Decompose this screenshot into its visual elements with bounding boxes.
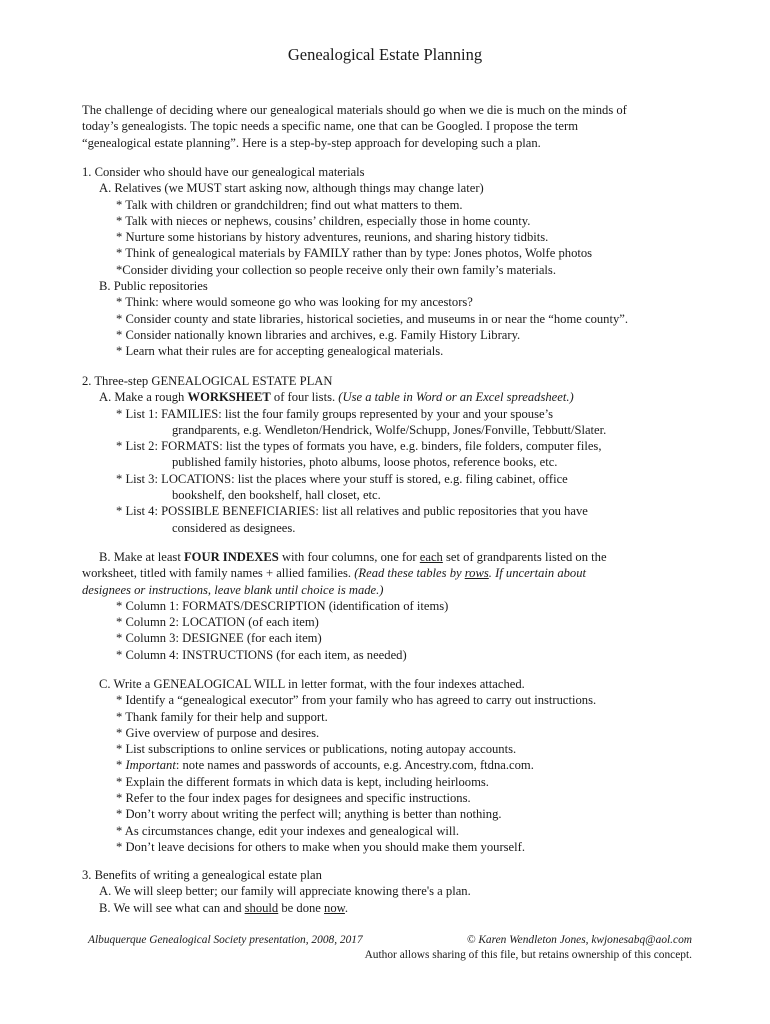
- text-span: set of grandparents listed on the: [442, 550, 607, 564]
- text-span: B. Make at least: [99, 550, 184, 564]
- paragraph-line: [82, 565, 702, 581]
- list-item-continuation: published family histories, photo albums, loose photos, reference books, etc.: [172, 455, 558, 470]
- list-item-continuation: bookshelf, den bookshelf, hall closet, etc.: [172, 488, 381, 503]
- italic-underlined-text: rows: [464, 566, 489, 581]
- list-item-continuation: considered as designees.: [172, 520, 296, 535]
- list-item: [82, 900, 702, 916]
- italic-note: . If uncertain about: [488, 566, 587, 581]
- bold-text: WORKSHEET: [187, 390, 271, 405]
- text-span: worksheet, titled with family names + allied families.: [82, 566, 355, 581]
- list-item: * List 2: FORMATS: list the types of formats you have, e.g. binders, file folders, computer files,: [116, 439, 602, 454]
- list-item: * Think: where would someone go who was looking for my ancestors?: [116, 295, 473, 310]
- italic-note: designees or instructions, leave blank until choice is made.): [82, 582, 384, 597]
- list-item: * Column 2: LOCATION (of each item): [116, 615, 319, 630]
- section-heading: 3. Benefits of writing a genealogical estate plan: [82, 868, 322, 882]
- list-item: * Think of genealogical materials by FAMILY rather than by type: Jones photos, Wolfe photos: [116, 246, 593, 261]
- italic-note: Important: [125, 758, 176, 773]
- list-item: A. We will sleep better; our family will appreciate knowing there's a plan.: [99, 884, 471, 899]
- list-item: [82, 757, 702, 773]
- list-item: * Give overview of purpose and desires.: [116, 725, 320, 740]
- text-span: .: [344, 900, 349, 915]
- subsection-heading: [82, 549, 702, 565]
- list-item: * Consider county and state libraries, historical societies, and museums in or near the “home county”.: [116, 311, 629, 326]
- section-heading: 2. Three-step GENEALOGICAL ESTATE PLAN: [82, 374, 333, 388]
- list-item: * Column 3: DESIGNEE (for each item): [116, 631, 322, 646]
- list-item: * Talk with children or grandchildren; find out what matters to them.: [116, 197, 463, 212]
- list-item: * Nurture some historians by history adventures, reunions, and sharing history tidbits.: [116, 230, 549, 245]
- underlined-text: should: [244, 900, 279, 915]
- list-item: * Explain the different formats in which data is kept, including heirlooms.: [116, 774, 489, 789]
- list-item: * Thank family for their help and support.: [116, 709, 328, 724]
- text-span: *: [116, 758, 126, 773]
- text-span: B. We will see what can and: [99, 900, 245, 915]
- intro-line: The challenge of deciding where our genealogical materials should go when we die is much on the minds of: [82, 103, 627, 117]
- section-2b: [82, 549, 702, 663]
- section-2: [82, 373, 702, 536]
- text-span: : note names and passwords of accounts, e.g. Ancestry.com, ftdna.com.: [175, 758, 534, 773]
- section-heading: 1. Consider who should have our genealogical materials: [82, 165, 365, 179]
- footer-notice: Author allows sharing of this file, but retains ownership of this concept.: [364, 949, 692, 961]
- list-item: * Learn what their rules are for accepting genealogical materials.: [116, 344, 444, 359]
- section-2c: [82, 676, 702, 855]
- italic-note: (Use a table in Word or an Excel spreadsheet.): [338, 390, 574, 405]
- list-item: * List 4: POSSIBLE BENEFICIARIES: list all relatives and public repositories that you have: [116, 504, 588, 519]
- list-item: * As circumstances change, edit your indexes and genealogical will.: [116, 823, 460, 838]
- footer-copyright: © Karen Wendleton Jones, kwjonesabq@aol.com: [466, 934, 692, 946]
- page-title: Genealogical Estate Planning: [287, 45, 483, 64]
- underlined-text: now: [324, 900, 345, 915]
- text-span: A. Make a rough: [99, 390, 188, 405]
- footer-row: [88, 933, 692, 948]
- intro-line: “genealogical estate planning”. Here is a step-by-step approach for developing such a plan.: [82, 135, 541, 150]
- text-span: be done: [278, 900, 325, 915]
- list-item: * Talk with nieces or nephews, cousins’ children, especially those in home county.: [116, 213, 531, 228]
- list-item: * Consider nationally known libraries and archives, e.g. Family History Library.: [116, 327, 521, 342]
- subsection-heading: A. Relatives (we MUST start asking now, although things may change later): [99, 181, 484, 196]
- italic-note: (Read these tables by: [354, 566, 465, 581]
- list-item: * List 1: FAMILIES: list the four family groups represented by your and your spouse’s: [116, 406, 553, 421]
- underlined-text: each: [419, 550, 443, 564]
- intro-line: today’s genealogists. The topic needs a specific name, one that can be Googled. I propose the term: [82, 119, 579, 134]
- list-item: *Consider dividing your collection so people receive only their own family’s materials.: [116, 262, 556, 277]
- list-item: * Don’t worry about writing the perfect will; anything is better than nothing.: [116, 807, 502, 822]
- subsection-heading: C. Write a GENEALOGICAL WILL in letter format, with the four indexes attached.: [99, 677, 525, 691]
- list-item: * Don’t leave decisions for others to make when you should make them yourself.: [116, 839, 525, 854]
- text-span: with four columns, one for: [278, 550, 420, 564]
- subsection-heading: B. Public repositories: [99, 279, 208, 294]
- list-item-continuation: grandparents, e.g. Wendleton/Hendrick, Wolfe/Schupp, Jones/Fonville, Tebbutt/Slater.: [172, 422, 607, 437]
- list-item: * Column 4: INSTRUCTIONS (for each item, as needed): [116, 647, 407, 662]
- list-item: * List 3: LOCATIONS: list the places where your stuff is stored, e.g. filing cabinet, office: [116, 471, 568, 486]
- text-span: of four lists.: [270, 390, 339, 405]
- intro-paragraph: [82, 102, 702, 151]
- list-item: * Identify a “genealogical executor” from your family who has agreed to carry out instructions.: [116, 693, 597, 708]
- section-3: [82, 867, 702, 916]
- list-item: * Column 1: FORMATS/DESCRIPTION (identification of items): [116, 598, 449, 613]
- bold-text: FOUR INDEXES: [183, 550, 279, 564]
- subsection-heading: [82, 389, 702, 405]
- list-item: * List subscriptions to online services or publications, noting autopay accounts.: [116, 742, 517, 757]
- page-footer: [88, 933, 692, 963]
- footer-credit: Albuquerque Genealogical Society presentation, 2008, 2017: [88, 934, 363, 946]
- section-1: [82, 164, 702, 360]
- list-item: * Refer to the four index pages for designees and specific instructions.: [116, 791, 471, 806]
